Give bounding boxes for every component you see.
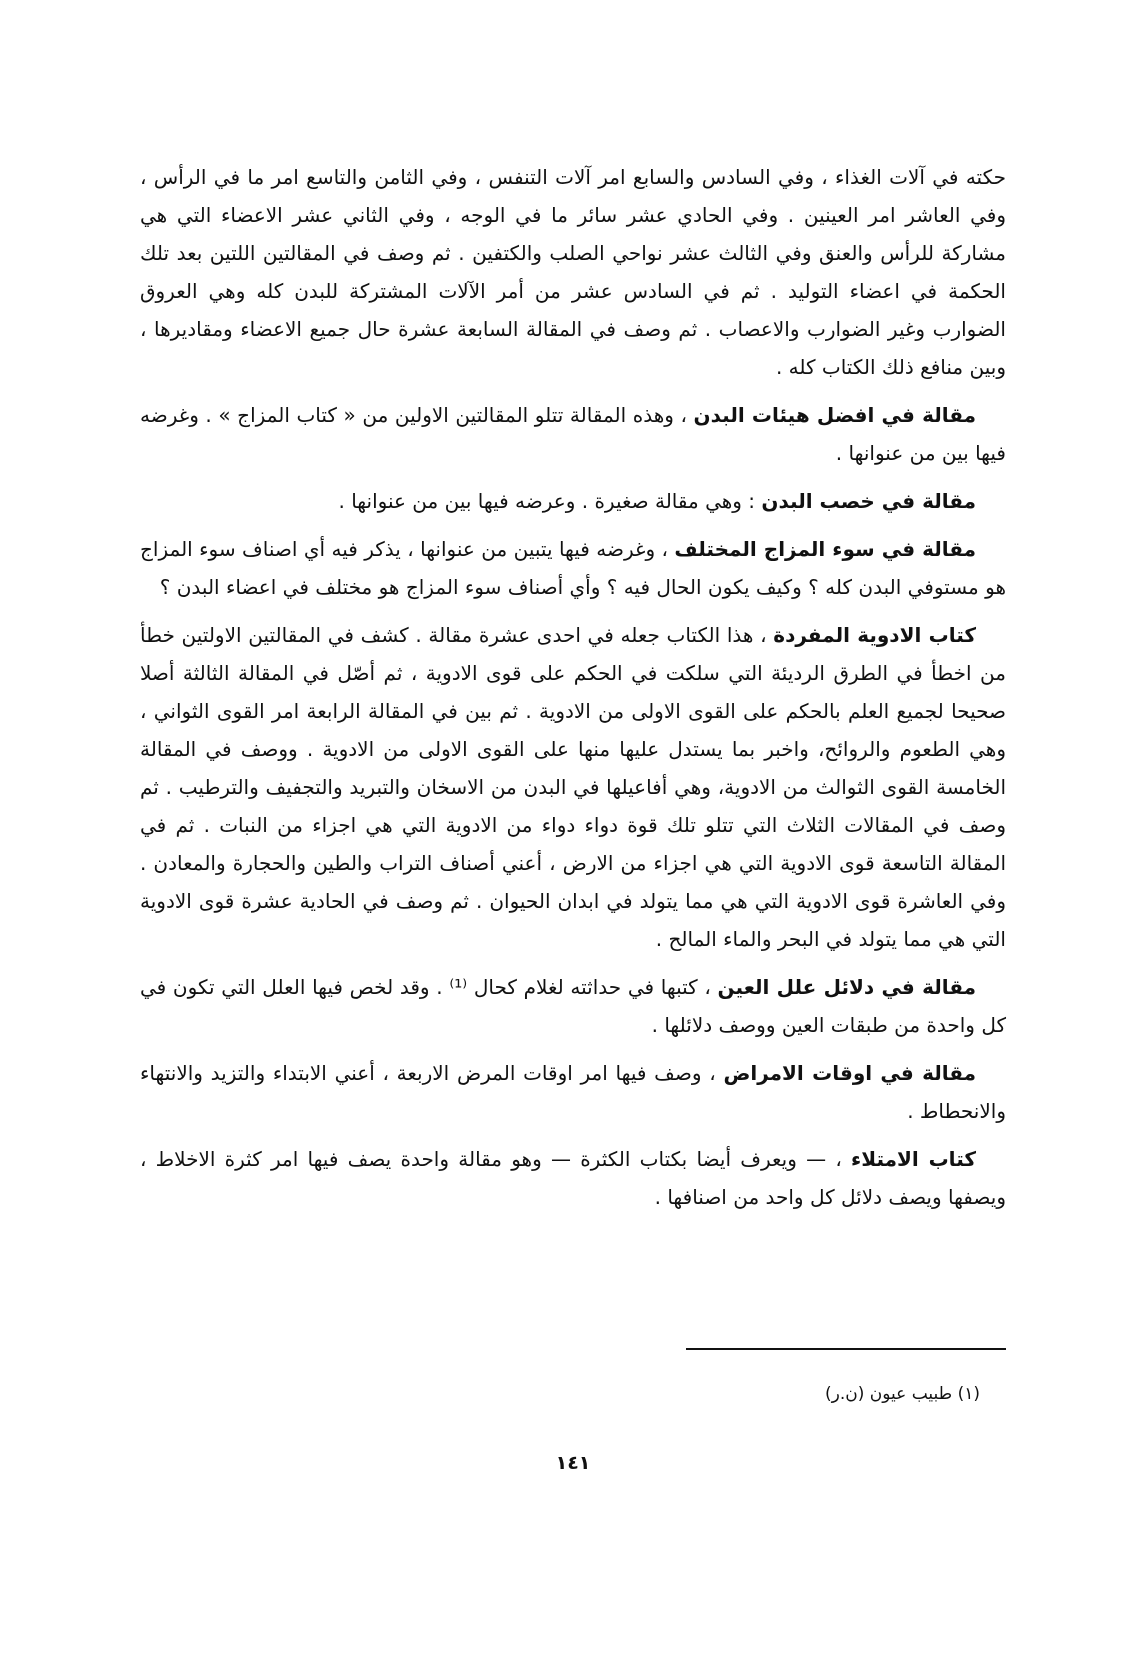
entry-title: مقالة في دلائل علل العين bbox=[717, 975, 977, 999]
paragraph-text: ، وغرضه فيها يتبين من عنوانها ، يذكر فيه أي اصناف سوء المزاج هو مستوفي البدن كله ؟ وكيف يكون الحال فيه ؟ وأي أصناف سوء المزاج هو مختلف في اعضاء البدن ؟ bbox=[140, 537, 1006, 599]
paragraph-text: ، وصف فيها امر اوقات المرض الاربعة ، أعني الابتداء والتزيد والانتهاء والانحطاط . bbox=[140, 1061, 1006, 1123]
paragraph-text: حكته في آلات الغذاء ، وفي السادس والسابع امر آلات التنفس ، وفي الثامن والتاسع امر ما في الرأس ، وفي العاشر امر العينين . وفي الحادي عشر سائر ما في الوجه ، وفي الثاني عشر الاعضاء التي هي مشاركة للرأس والعنق وفي الثالث عشر نواحي الصلب والكتفين . ثم وصف في المقالتين اللتين بعد تلك الحكمة في اعضاء التوليد . ثم في السادس عشر من أمر الآلات المشتركة للبدن كله وهي العروق الضوارب وغير الضوارب والاعصاب . ثم وصف في المقالة السابعة عشرة حال جميع الاعضاء ومقاديرها ، وبين منافع ذلك الكتاب كله . bbox=[140, 165, 1006, 379]
paragraph-entry bbox=[140, 482, 1006, 520]
footnote-divider bbox=[686, 1348, 1006, 1350]
paragraph-entry bbox=[140, 396, 1006, 472]
paragraph-entry bbox=[140, 1140, 1006, 1216]
page-number: ١٤١ bbox=[555, 1452, 591, 1474]
paragraph-text: ، — ويعرف أيضا بكتاب الكثرة — وهو مقالة واحدة يصف فيها امر كثرة الاخلاط ، ويصفها ويصف دلائل كل واحد من اصنافها . bbox=[140, 1147, 1006, 1209]
entry-title: مقالة في افضل هيئات البدن bbox=[693, 403, 976, 427]
entry-title: كتاب الادوية المفردة bbox=[773, 623, 976, 647]
paragraph-text: ، هذا الكتاب جعله في احدى عشرة مقالة . كشف في المقالتين الاولتين خطأ من اخطأ في الطرق الرديئة التي سلكت في الحكم على قوى الادوية ، ثم أصّل في المقالة الثالثة أصلا صحيحا لجميع العلم بالحكم على القوى الاولى من الادوية . ثم بين في المقالة الرابعة امر القوى الثواني ، وهي الطعوم والروائح، واخبر بما يستدل عليها منها على القوى الاولى من الادوية . ووصف في المقالة الخامسة القوى الثوالث من الادوية، وهي أفاعيلها في البدن من الاسخان والتبريد والتجفيف والترطيب . ثم وصف في المقالات الثلاث التي تتلو تلك قوة دواء دواء من الادوية التي هي اجزاء من النبات . ثم في المقالة التاسعة قوى الادوية التي هي اجزاء من الارض ، أعني أصناف التراب والطين والحجارة والمعادن . وفي العاشرة قوى الادوية التي هي مما يتولد في ابدان الحيوان . ثم وصف في الحادية عشرة قوى الادوية التي هي مما يتولد في البحر والماء المالح . bbox=[140, 623, 1006, 951]
entry-title: مقالة في خصب البدن bbox=[761, 489, 976, 513]
entry-title: مقالة في سوء المزاج المختلف bbox=[674, 537, 977, 561]
body-text bbox=[140, 158, 1006, 1226]
paragraph-continuation bbox=[140, 158, 1006, 386]
paragraph-entry bbox=[140, 968, 1006, 1044]
entry-title: كتاب الامتلاء bbox=[851, 1147, 976, 1171]
paragraph-text: ، كتبها في حداثته لغلام كحال ⁽¹⁾ . وقد لخص فيها العلل التي تكون في كل واحدة من طبقات العين ووصف دلائلها . bbox=[140, 975, 1006, 1037]
paragraph-text: : وهي مقالة صغيرة . وعرضه فيها بين من عنوانها . bbox=[338, 489, 756, 513]
paragraph-entry bbox=[140, 1054, 1006, 1130]
paragraph-entry bbox=[140, 616, 1006, 958]
paragraph-text: ، وهذه المقالة تتلو المقالتين الاولين من « كتاب المزاج » . وغرضه فيها بين من عنوانها . bbox=[140, 403, 1006, 465]
entry-title: مقالة في اوقات الامراض bbox=[723, 1061, 977, 1085]
footnote: (١) طبيب عيون (ن.ر) bbox=[824, 1384, 980, 1404]
paragraph-entry bbox=[140, 530, 1006, 606]
